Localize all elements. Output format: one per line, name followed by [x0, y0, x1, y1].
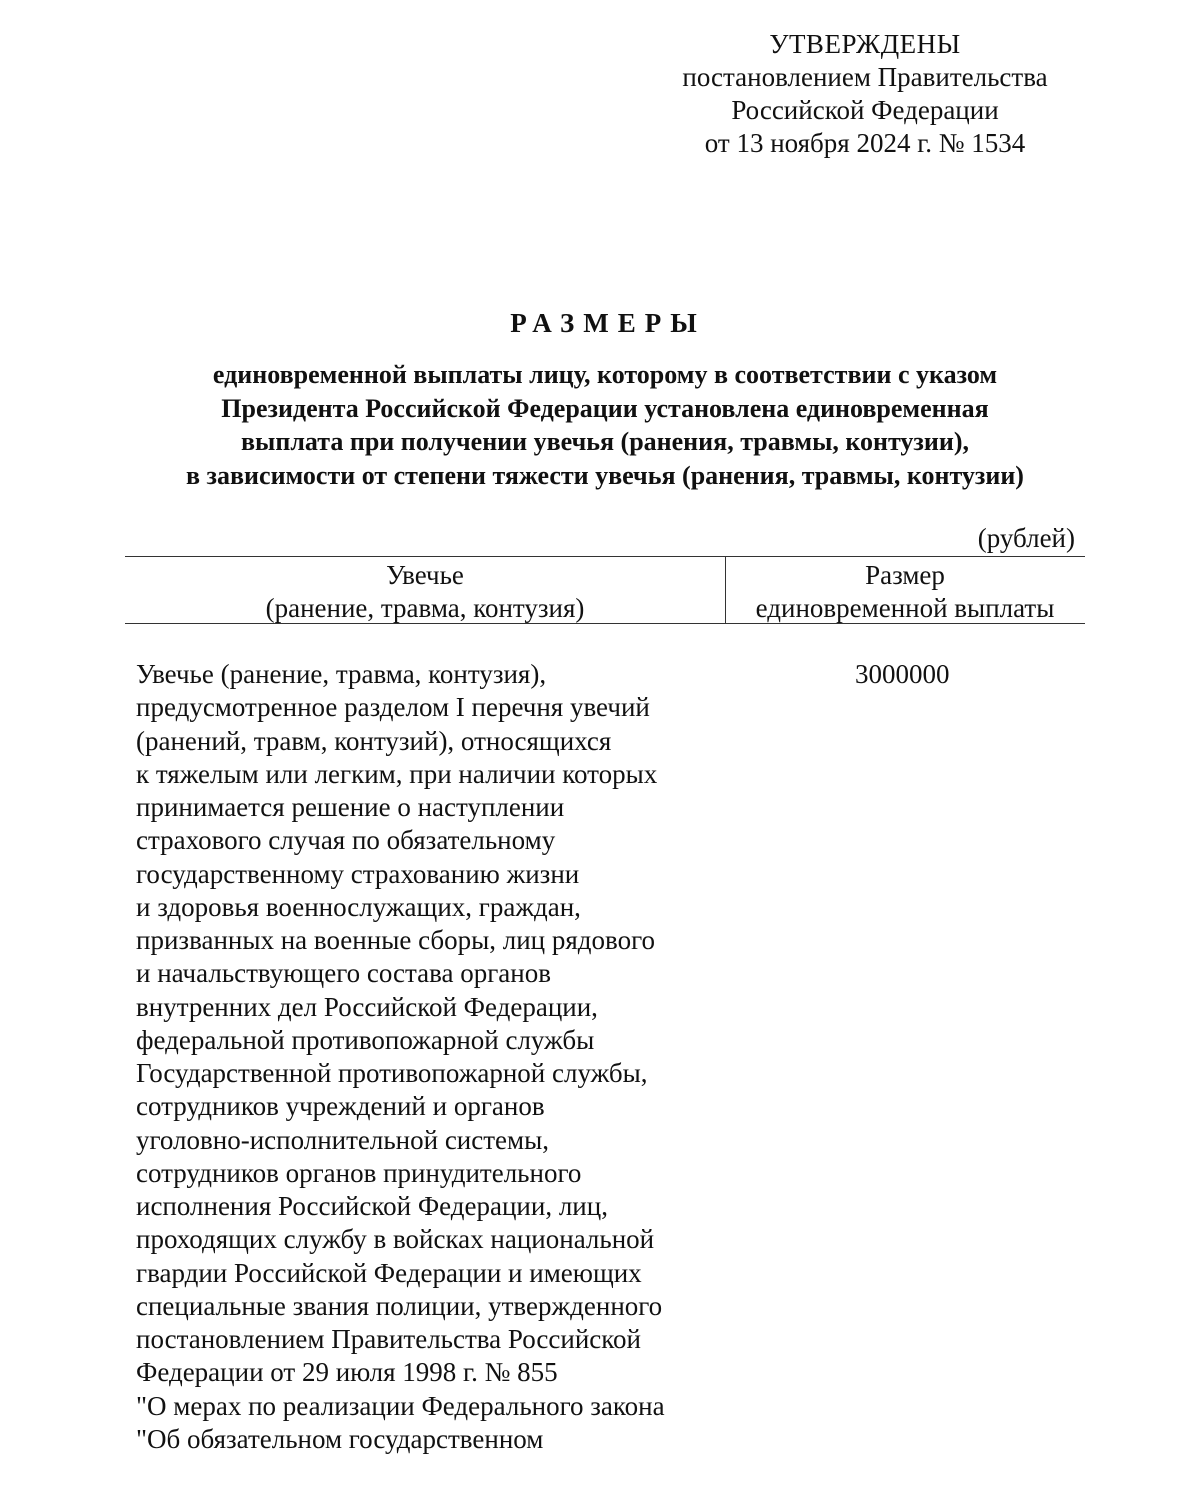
document-subtitle: [100, 358, 1110, 492]
column-header-line: Увечье: [386, 560, 464, 590]
column-header-amount: [725, 559, 1085, 625]
approval-line: Российской Федерации: [731, 95, 999, 125]
description-line: (ранений, травм, контузий), относящихся: [136, 725, 612, 756]
description-line: государственному страхованию жизни: [136, 858, 580, 889]
document-title: РАЗМЕРЫ: [510, 308, 706, 338]
description-line: и начальствующего состава органов: [136, 958, 551, 989]
description-line: и здоровья военнослужащих, граждан,: [136, 891, 581, 922]
table-row-injury-description: [136, 658, 736, 1456]
description-line: предусмотренное разделом I перечня увечий: [136, 692, 650, 723]
column-header-line: Размер: [865, 560, 945, 590]
approval-line: постановлением Правительства: [682, 62, 1048, 92]
table-header-rule: [125, 623, 1085, 624]
subtitle-line: выплата при получении увечья (ранения, травмы, контузии),: [241, 427, 969, 456]
currency-unit-note: (рублей): [977, 523, 1075, 553]
table-top-rule: [125, 556, 1085, 557]
description-line: принимается решение о наступлении: [136, 792, 565, 822]
subtitle-line: Президента Российской Федерации установлена единовременная: [221, 393, 989, 423]
subtitle-line: единовременной выплаты лицу, которому в соответствии с указом: [212, 360, 998, 389]
description-line: Увечье (ранение, травма, контузия),: [136, 659, 547, 689]
description-line: уголовно-исполнительной системы,: [136, 1124, 550, 1155]
description-line: внутренних дел Российской Федерации,: [136, 991, 598, 1022]
approval-stamp: [660, 28, 1070, 160]
description-line: проходящих службу в войсках национальной: [136, 1224, 655, 1255]
description-line: Государственной противопожарной службы,: [136, 1058, 648, 1088]
description-line: специальные звания полиции, утвержденного: [136, 1290, 663, 1321]
description-line: исполнения Российской Федерации, лиц,: [136, 1191, 608, 1221]
description-line: федеральной противопожарной службы: [136, 1024, 595, 1055]
description-line: к тяжелым или легким, при наличии которых: [136, 758, 658, 789]
column-header-line: единовременной выплаты: [755, 593, 1055, 623]
description-line: призванных на военные сборы, лиц рядового: [136, 925, 655, 955]
description-line: сотрудников органов принудительного: [136, 1157, 582, 1188]
subtitle-line: в зависимости от степени тяжести увечья (ранения, травмы, контузии): [186, 460, 1024, 490]
description-line: гвардии Российской Федерации и имеющих: [136, 1257, 642, 1288]
description-line: Федерации от 29 июля 1998 г. № 855: [136, 1357, 558, 1388]
column-header-injury: [125, 559, 725, 625]
description-line: постановлением Правительства Российской: [136, 1324, 641, 1354]
description-line: сотрудников учреждений и органов: [136, 1091, 545, 1122]
approval-line: от 13 ноября 2024 г. № 1534: [704, 128, 1026, 158]
description-line: страхового случая по обязательному: [136, 825, 556, 856]
description-line: "О мерах по реализации Федерального закона: [136, 1390, 665, 1421]
approval-heading: УТВЕРЖДЕНЫ: [769, 29, 961, 59]
description-line: "Об обязательном государственном: [136, 1423, 544, 1454]
column-header-line: (ранение, травма, контузия): [265, 593, 585, 623]
table-row-amount: 3000000: [855, 659, 950, 689]
